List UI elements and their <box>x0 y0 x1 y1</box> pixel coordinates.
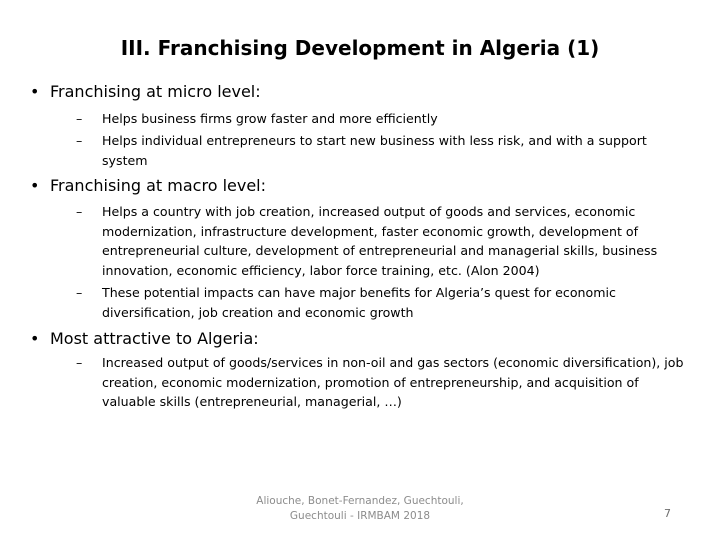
dash-icon: – <box>76 204 83 219</box>
bullet-heading: Most attractive to Algeria: <box>50 329 259 348</box>
sub-bullet-text: Increased output of goods/services in non-oil and gas sectors (economic diversification), job creation, economic modernization, promotion of entrepreneurship, and acquisition of valuable skills (entrepreneurial, managerial, …) <box>102 355 684 409</box>
sub-bullet-text: These potential impacts can have major benefits for Algeria’s quest for economic diversification, job creation and economic growth <box>102 285 616 320</box>
dash-icon: – <box>76 111 83 126</box>
bullet-dot-icon: • <box>30 82 40 101</box>
bullet-macro-level <box>30 175 266 197</box>
sub-bullet-text: Helps individual entrepreneurs to start new business with less risk, and with a support system <box>102 133 647 168</box>
bullet-heading: Franchising at macro level: <box>50 176 266 195</box>
sub-bullet <box>76 202 687 280</box>
bullet-dot-icon: • <box>30 176 40 195</box>
page-number: 7 <box>664 507 671 520</box>
dash-icon: – <box>76 133 83 148</box>
sub-bullet-text: Helps business firms grow faster and more efficiently <box>102 111 438 126</box>
bullet-most-attractive <box>30 328 259 350</box>
bullet-micro-level <box>30 81 261 103</box>
sub-bullet <box>76 283 677 322</box>
dash-icon: – <box>76 355 83 370</box>
bullet-heading: Franchising at micro level: <box>50 82 261 101</box>
bullet-dot-icon: • <box>30 329 40 348</box>
sub-bullet <box>76 353 687 412</box>
slide-title: III. Franchising Development in Algeria (1) <box>120 36 600 60</box>
sub-bullet <box>76 131 677 170</box>
slide-footer: Aliouche, Bonet-Fernandez, Guechtouli, Guechtouli - IRMBAM 2018 <box>256 495 464 522</box>
sub-bullet-text: Helps a country with job creation, increased output of goods and services, economic modernization, infrastructure development, faster economic growth, development of entrepreneurial culture, development of entrepreneurial and managerial skills, business innovation, economic efficiency, labor force training, etc. (Alon 2004) <box>102 204 658 278</box>
dash-icon: – <box>76 285 83 300</box>
sub-bullet <box>76 109 672 129</box>
